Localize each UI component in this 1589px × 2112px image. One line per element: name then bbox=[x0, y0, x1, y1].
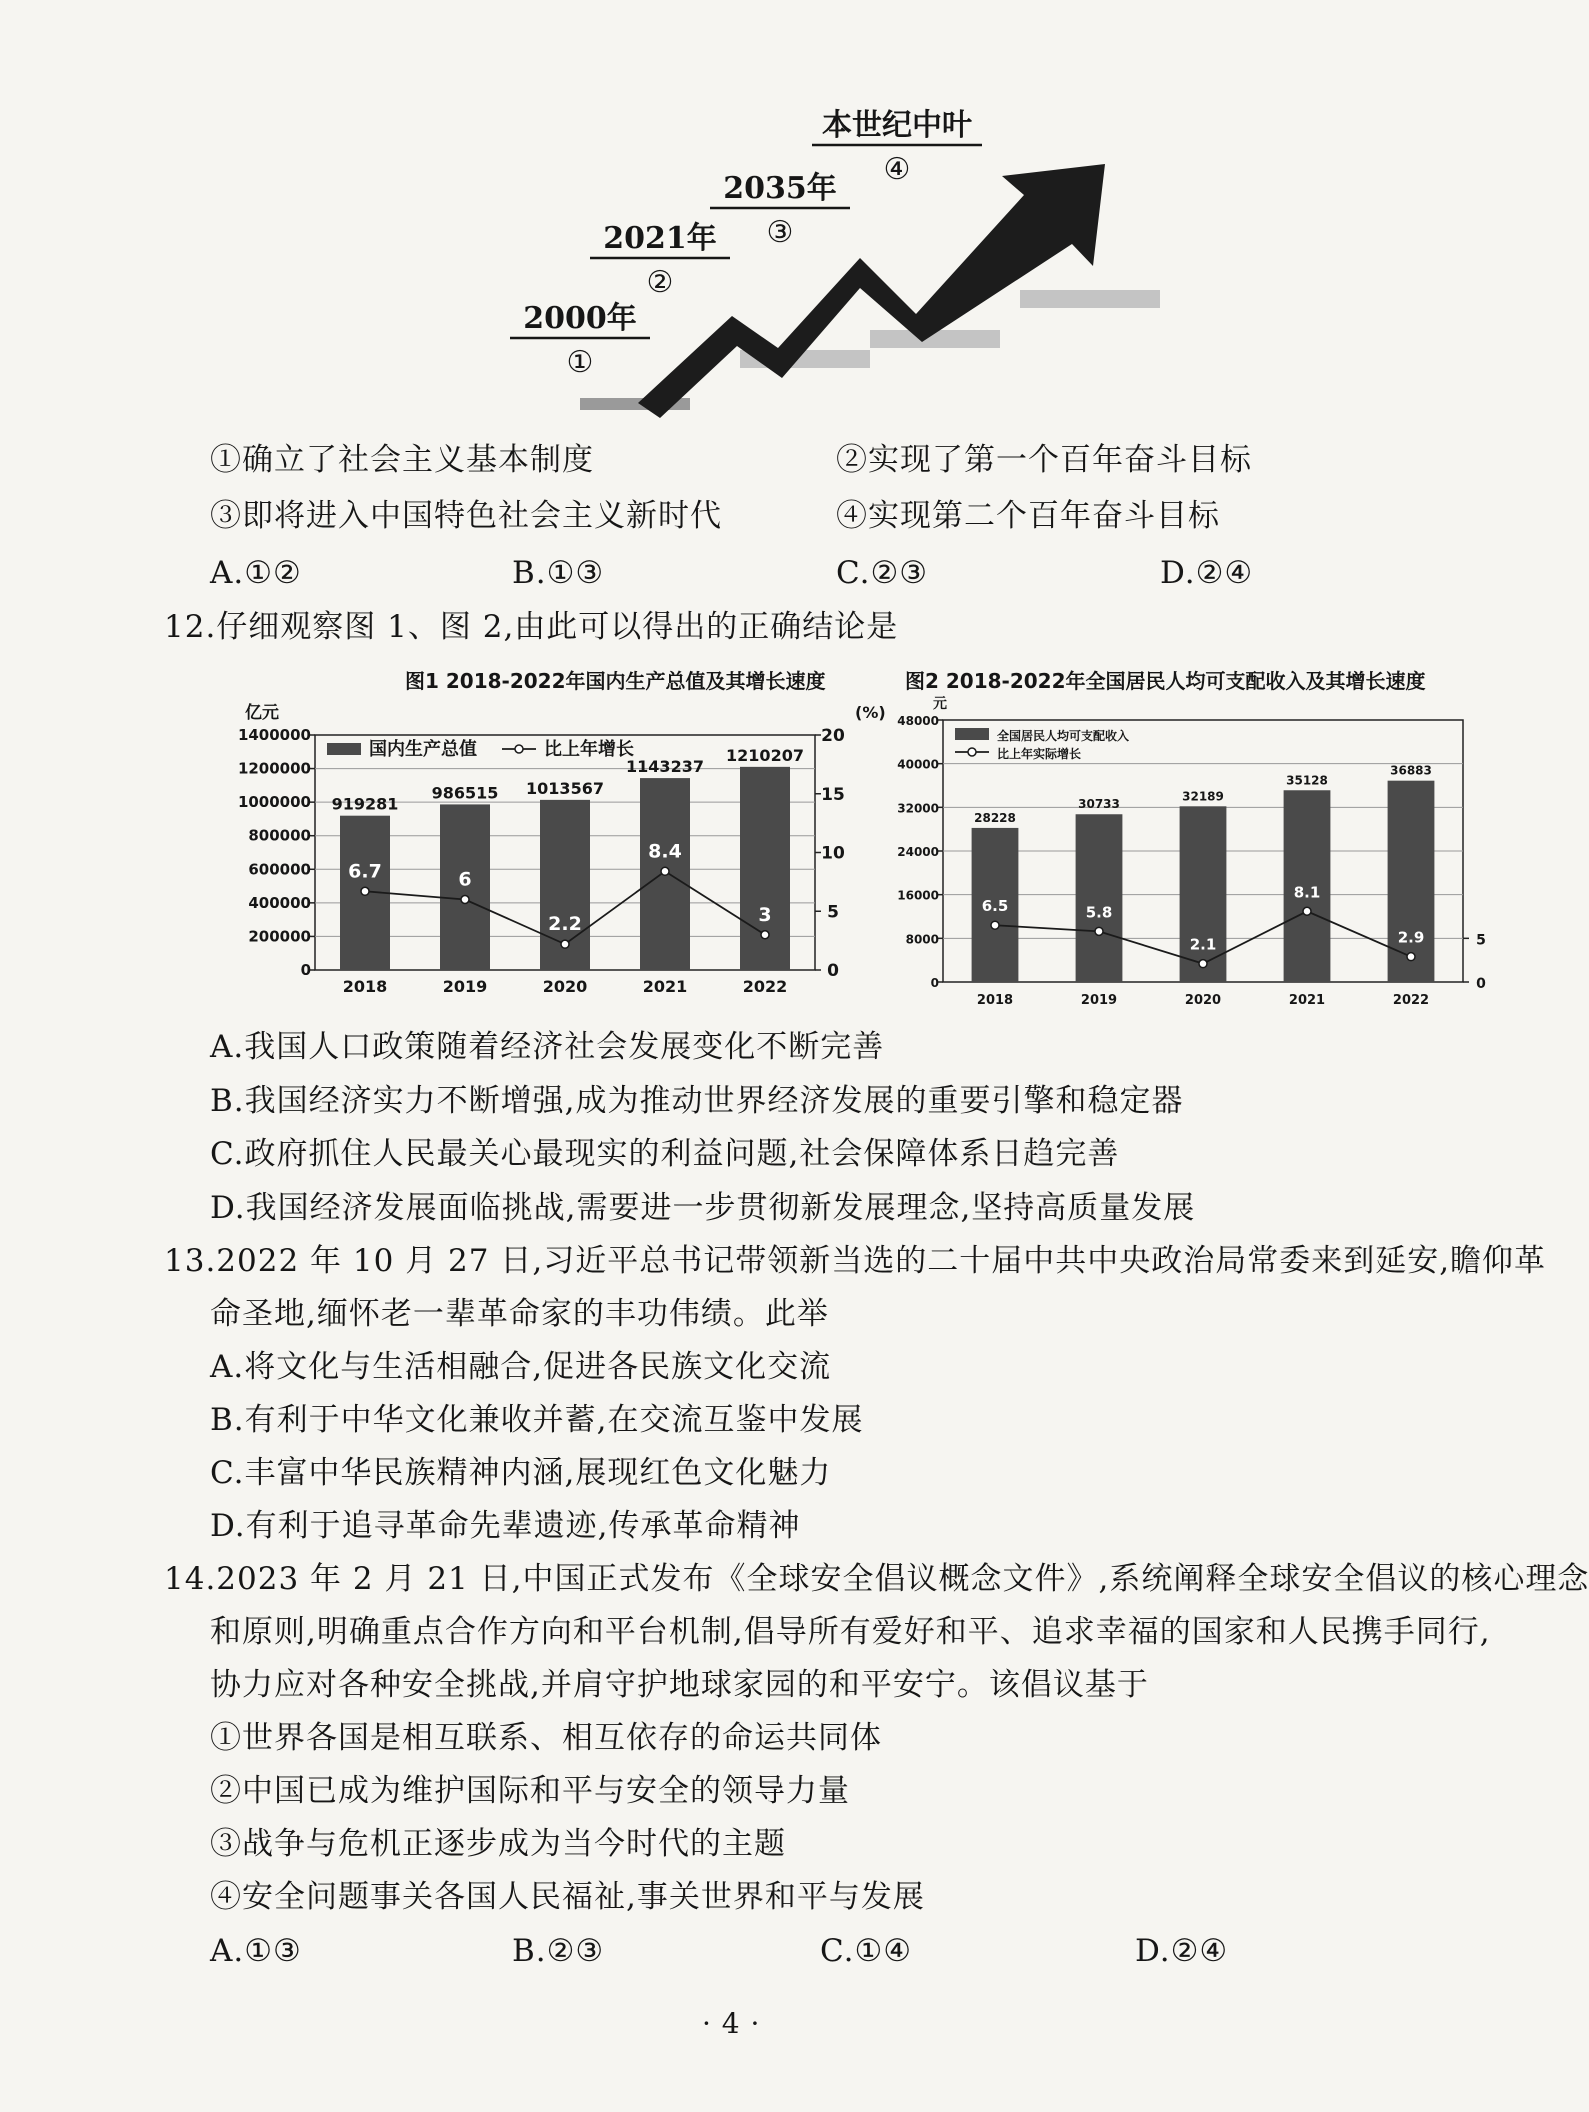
growth-point bbox=[1303, 907, 1311, 915]
q14-stem-line-3: 协力应对各种安全挑战,并肩守护地球家园的和平安宁。该倡议基于 bbox=[210, 1667, 1149, 1703]
q13-option-b[interactable]: B.有利于中华文化兼收并蓄,在交流互鉴中发展 bbox=[210, 1402, 864, 1438]
milestone-year: 2035年 bbox=[723, 171, 837, 206]
growth-point bbox=[991, 921, 999, 929]
q13-stem-line-1: 13.2022 年 10 月 27 日,习近平总书记带领新当选的二十届中共中央政治局常委来到延安,瞻仰革 bbox=[164, 1243, 1547, 1279]
y-tick-label: 800000 bbox=[248, 826, 311, 845]
growth-point bbox=[561, 940, 569, 948]
q11-option-d[interactable]: D.②④ bbox=[1160, 555, 1254, 591]
x-tick-label: 2021 bbox=[642, 977, 688, 996]
growth-point bbox=[1199, 960, 1207, 968]
q11-statement-3: ③即将进入中国特色社会主义新时代 bbox=[210, 498, 722, 534]
y2-tick-label: 15 bbox=[821, 784, 845, 805]
q13-option-a[interactable]: A.将文化与生活相融合,促进各民族文化交流 bbox=[210, 1349, 832, 1385]
x-tick-label: 2019 bbox=[1080, 993, 1118, 1008]
milestone-number: ③ bbox=[766, 215, 794, 250]
q11-statement-1: ①确立了社会主义基本制度 bbox=[210, 442, 594, 478]
legend-swatch-point bbox=[515, 745, 523, 753]
legend-swatch-bar bbox=[327, 743, 361, 755]
y2-tick-label: 0 bbox=[1476, 976, 1486, 992]
q14-statement-3: ③战争与危机正逐步成为当今时代的主题 bbox=[210, 1826, 786, 1862]
chart-title: 图1 2018-2022年国内生产总值及其增长速度 bbox=[405, 669, 826, 693]
y-tick-label: 1000000 bbox=[237, 793, 311, 812]
growth-point bbox=[1407, 953, 1415, 961]
timeline-figure bbox=[520, 80, 1160, 420]
y-tick-label: 200000 bbox=[248, 927, 311, 946]
bar-value-label: 28228 bbox=[974, 810, 1016, 825]
growth-value-label: 2.1 bbox=[1189, 935, 1217, 954]
milestone-number: ④ bbox=[883, 152, 911, 187]
growth-point bbox=[761, 931, 769, 939]
q12-option-d[interactable]: D.我国经济发展面临挑战,需要进一步贯彻新发展理念,坚持高质量发展 bbox=[210, 1190, 1196, 1226]
growth-point bbox=[661, 867, 669, 875]
chart-income bbox=[897, 660, 1492, 1030]
q11-option-a[interactable]: A.①② bbox=[210, 555, 302, 591]
y-tick-label: 1400000 bbox=[237, 726, 311, 744]
growth-value-label: 6.7 bbox=[348, 860, 382, 883]
growth-point bbox=[461, 896, 469, 904]
legend-label: 国内生产总值 bbox=[369, 739, 477, 760]
growth-value-label: 2.9 bbox=[1397, 928, 1425, 947]
y-tick-label: 0 bbox=[300, 961, 311, 979]
q12-option-b[interactable]: B.我国经济实力不断增强,成为推动世界经济发展的重要引擎和稳定器 bbox=[210, 1083, 1184, 1119]
y-tick-label: 40000 bbox=[897, 757, 939, 772]
q13-option-d[interactable]: D.有利于追寻革命先辈遗迹,传承革命精神 bbox=[210, 1508, 801, 1544]
growth-value-label: 6 bbox=[458, 868, 472, 891]
y-tick-label: 48000 bbox=[897, 714, 939, 728]
q11-statement-4: ④实现第二个百年奋斗目标 bbox=[836, 498, 1220, 534]
legend-label: 比上年实际增长 bbox=[997, 747, 1082, 761]
growth-value-label: 2.2 bbox=[548, 913, 582, 936]
growth-point bbox=[361, 887, 369, 895]
x-tick-label: 2020 bbox=[1184, 993, 1222, 1008]
x-tick-label: 2018 bbox=[342, 977, 388, 996]
y2-tick-label: 5 bbox=[1476, 932, 1486, 949]
y2-tick-label: 0 bbox=[827, 961, 839, 981]
growth-value-label: 8.4 bbox=[648, 840, 682, 863]
x-tick-label: 2021 bbox=[1288, 993, 1326, 1008]
legend-label: 全国居民人均可支配收入 bbox=[997, 729, 1130, 743]
page-number: · 4 · bbox=[702, 2007, 761, 2040]
x-tick-label: 2019 bbox=[442, 977, 488, 996]
y-tick-label: 16000 bbox=[897, 888, 939, 903]
q14-statement-2: ②中国已成为维护国际和平与安全的领导力量 bbox=[210, 1773, 850, 1809]
growth-value-label: 3 bbox=[758, 903, 772, 926]
q14-option-b[interactable]: B.②③ bbox=[512, 1933, 605, 1969]
bar-value-label: 986515 bbox=[431, 783, 499, 803]
y2-tick-label: 20 bbox=[821, 726, 845, 746]
growth-point bbox=[1095, 927, 1103, 935]
milestone-number: ① bbox=[566, 345, 594, 380]
q12-option-c[interactable]: C.政府抓住人民最关心最现实的利益问题,社会保障体系日趋完善 bbox=[210, 1136, 1120, 1172]
step-shadow bbox=[1020, 290, 1160, 308]
y2-tick-label: 5 bbox=[827, 902, 839, 923]
left-axis-unit: 亿元 bbox=[245, 703, 279, 723]
q14-statement-4: ④安全问题事关各国人民福祉,事关世界和平与发展 bbox=[210, 1879, 925, 1915]
milestone-year: 本世纪中叶 bbox=[822, 108, 972, 143]
bar bbox=[1076, 814, 1123, 982]
bar-value-label: 35128 bbox=[1286, 773, 1328, 788]
bar bbox=[740, 767, 790, 970]
growth-value-label: 8.1 bbox=[1293, 883, 1321, 902]
q14-option-d[interactable]: D.②④ bbox=[1135, 1933, 1229, 1969]
growth-value-label: 5.8 bbox=[1085, 903, 1113, 922]
x-tick-label: 2018 bbox=[976, 993, 1014, 1008]
legend-swatch-bar bbox=[955, 728, 989, 740]
x-tick-label: 2020 bbox=[542, 977, 588, 996]
right-axis-unit: (%) bbox=[855, 703, 886, 722]
y-tick-label: 1200000 bbox=[237, 759, 311, 778]
bar-value-label: 1210207 bbox=[726, 745, 804, 765]
x-tick-label: 2022 bbox=[742, 977, 788, 996]
bar-value-label: 1013567 bbox=[526, 778, 604, 798]
q14-stem-line-2: 和原则,明确重点合作方向和平台机制,倡导所有爱好和平、追求幸福的国家和人民携手同行, bbox=[210, 1614, 1491, 1650]
q14-statement-1: ①世界各国是相互联系、相互依存的命运共同体 bbox=[210, 1720, 882, 1756]
bar-value-label: 32189 bbox=[1182, 789, 1224, 804]
y-tick-label: 24000 bbox=[897, 845, 939, 859]
legend-swatch-point bbox=[968, 748, 976, 756]
bar-value-label: 1143237 bbox=[626, 757, 704, 777]
q11-statement-2: ②实现了第一个百年奋斗目标 bbox=[836, 442, 1252, 478]
q12-option-a[interactable]: A.我国人口政策随着经济社会发展变化不断完善 bbox=[210, 1029, 885, 1065]
q12-stem: 12.仔细观察图 1、图 2,由此可以得出的正确结论是 bbox=[164, 609, 899, 645]
legend-label: 比上年增长 bbox=[544, 739, 634, 760]
chart-title: 图2 2018-2022年全国居民人均可支配收入及其增长速度 bbox=[905, 669, 1426, 693]
q14-option-a[interactable]: A.①③ bbox=[210, 1933, 302, 1969]
chart-gdp bbox=[205, 660, 905, 1005]
bar-value-label: 919281 bbox=[331, 794, 399, 814]
x-tick-label: 2022 bbox=[1392, 993, 1430, 1008]
y-tick-label: 32000 bbox=[897, 801, 939, 816]
q14-option-c[interactable]: C.①④ bbox=[820, 1933, 913, 1969]
q14-stem-line-1: 14.2023 年 2 月 21 日,中国正式发布《全球安全倡议概念文件》,系统阐释全球安全倡议的核心理念 bbox=[164, 1561, 1589, 1597]
q11-option-c[interactable]: C.②③ bbox=[836, 555, 929, 591]
y-tick-label: 8000 bbox=[905, 932, 939, 947]
growth-value-label: 6.5 bbox=[981, 897, 1009, 916]
bar bbox=[1388, 781, 1435, 982]
q13-option-c[interactable]: C.丰富中华民族精神内涵,展现红色文化魅力 bbox=[210, 1455, 832, 1491]
milestone-number: ② bbox=[646, 265, 674, 300]
q11-option-b[interactable]: B.①③ bbox=[512, 555, 605, 591]
y2-tick-label: 10 bbox=[821, 843, 845, 864]
y-tick-label: 400000 bbox=[248, 893, 311, 912]
milestone-year: 2021年 bbox=[603, 221, 717, 256]
y-tick-label: 0 bbox=[930, 976, 939, 990]
q13-stem-line-2: 命圣地,缅怀老一辈革命家的丰功伟绩。此举 bbox=[210, 1296, 829, 1332]
bar-value-label: 30733 bbox=[1078, 797, 1120, 812]
milestone-year: 2000年 bbox=[523, 301, 637, 336]
left-axis-unit: 元 bbox=[933, 696, 947, 712]
y-tick-label: 600000 bbox=[248, 860, 311, 879]
bar-value-label: 36883 bbox=[1390, 763, 1432, 778]
